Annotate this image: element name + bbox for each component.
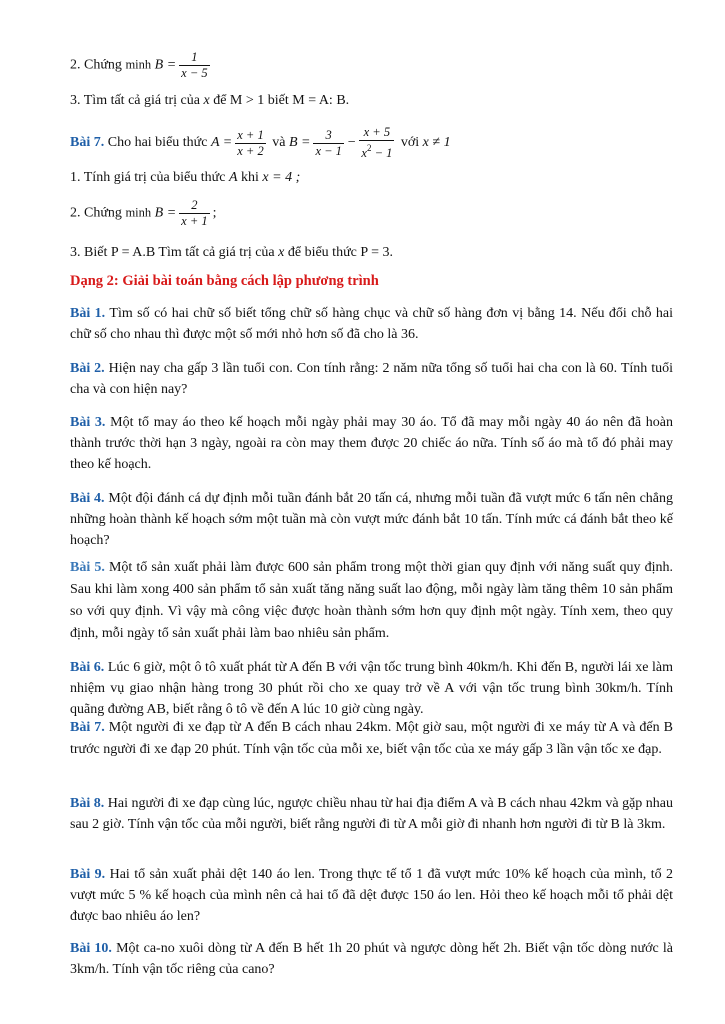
- problem-6: Bài 6. Lúc 6 giờ, một ô tô xuất phát từ A đến B với vận tốc trung bình 40km/h. Khi đến B, người lái xe làm nhiệm vụ giao nhận hàng trong 30 phút rồi cho xe quay trở về A với vận tốc trung bình 30km/h. Tính quãng đường AB, biết rằng ô tô về đến A lúc 10 giờ cùng ngày.: [70, 660, 673, 717]
- fraction: $\frac{2}{x + 1}$: [181, 198, 208, 228]
- problem-10: Bài 10. Một ca-no xuôi dòng từ A đến B hết 1h 20 phút và ngược dòng hết 2h. Biết vận tốc dòng nước là 3km/h. Tính vận tốc riêng của cano?: [70, 941, 674, 977]
- problem-3: Bài 3. Một tổ may áo theo kế hoạch mỗi ngày phải may 30 áo. Tổ đã may mỗi ngày 40 áo nên đã hoàn thành trước thời hạn 3 ngày, ngoài ra còn may them được 20 chiếc áo nữa. Tính số áo mà tổ đó phải may theo kế hoạch.: [70, 415, 674, 472]
- formula-a: A =: [210, 135, 233, 151]
- fraction: $\frac{1}{x - 5}$: [181, 50, 208, 80]
- problem-8: Bài 8. Hai người đi xe đạp cùng lúc, ngược chiều nhau từ hai địa điểm A và B cách nhau 42km và gặp nhau sau 2 giờ. Tính vận tốc của mỗi người, biết rằng người đi từ A mỗi giờ đi nhanh hơn người đi từ B là 3km.: [70, 796, 673, 832]
- formula-b: B =: [154, 57, 177, 73]
- problem-1: Bài 1. Tìm số có hai chữ số biết tổng chữ số hàng chục và chữ số hàng đơn vị bằng 14. Nếu đổi chỗ hai chữ số cho nhau thì được một số mới nhỏ hơn số đã cho là 36.: [70, 306, 674, 342]
- formula-b: B =: [288, 135, 311, 151]
- fraction: $\frac{x + 5}{x^2 - 1}$: [361, 125, 393, 160]
- bai7-q2: 2. Chứng minh B = $\frac{2}{x + 1}$ ;: [70, 198, 217, 228]
- section-title: Dạng 2: Giải bài toán bằng cách lập phương trình: [70, 273, 379, 289]
- fraction: $\frac{3}{x - 1}$: [315, 127, 342, 158]
- formula-b: B =: [154, 205, 177, 221]
- problem-7: Bài 7. Một người đi xe đạp từ A đến B cách nhau 24km. Một giờ sau, một người đi xe máy từ A và đến B trước người đi xe đạp 20 phút. Tính vận tốc của mỗi xe, biết vận tốc của xe máy gấp 3 lần vận tốc xe đạp.: [70, 720, 673, 757]
- bai7-q3: 3. Biết P = A.B Tìm tất cả giá trị của x để biểu thức P = 3.: [70, 245, 394, 260]
- problem-2: Bài 2. Hiện nay cha gấp 3 lần tuổi con. Con tính rằng: 2 năm nữa tổng số tuổi hai cha con là 60. Tính tuổi cha và con hiện nay?: [70, 361, 674, 397]
- prev-item-3: 3. Tìm tất cả giá trị của x để M > 1 biết M = A: B.: [70, 93, 350, 108]
- fraction: $\frac{x + 1}{x + 2}$: [237, 127, 264, 158]
- prev-item-2: 2. Chứng minh B = $\frac{1}{x - 5}$: [70, 50, 208, 80]
- problem-9: Bài 9. Hai tổ sản xuất phải dệt 140 áo len. Trong thực tế tổ 1 đã vượt mức 10% kế hoạch của mình, tổ 2 vượt mức 5 % kế hoạch của mình nên cả hai tổ đã dệt được 150 áo len. Hỏi theo kế hoạch mỗi tổ phải dệt được bao nhiêu áo len?: [70, 867, 674, 924]
- problem-5: Bài 5. Một tổ sản xuất phải làm được 600 sản phẩm trong một thời gian quy định với năng suất quy định. Sau khi làm xong 400 sản phẩm tổ sản xuất tăng năng suất lao động, mỗi ngày làm tăng thêm 10 sản phẩm so với quy định. Vì vậy mà công việc được hoàn thành sớm hơn quy định một ngày. Tính xem, theo quy định, mỗi ngày tổ sản xuất phải làm bao nhiêu sản phẩm.: [70, 560, 674, 641]
- condition: x ≠ 1: [422, 135, 451, 151]
- bai7-statement: Bài 7. Cho hai biểu thức A = $\frac{x + 1}{x + 2}$ và B = $\frac{3}{x - 1}$ − $\frac{x + 5}{x^2 - 1}$ với x ≠ 1: [70, 125, 451, 160]
- bai7-q1: 1. Tính giá trị của biểu thức A khi x = 4 ;: [70, 170, 301, 185]
- problem-4: Bài 4. Một đội đánh cá dự định mỗi tuần đánh bắt 20 tấn cá, nhưng mỗi tuần đã vượt mức 6 tấn nên chẳng những hoàn thành kế hoạch sớm một tuần mà còn vượt mức đánh bắt 10 tấn. Tính mức cá đánh bắt theo kế hoạch?: [70, 491, 674, 548]
